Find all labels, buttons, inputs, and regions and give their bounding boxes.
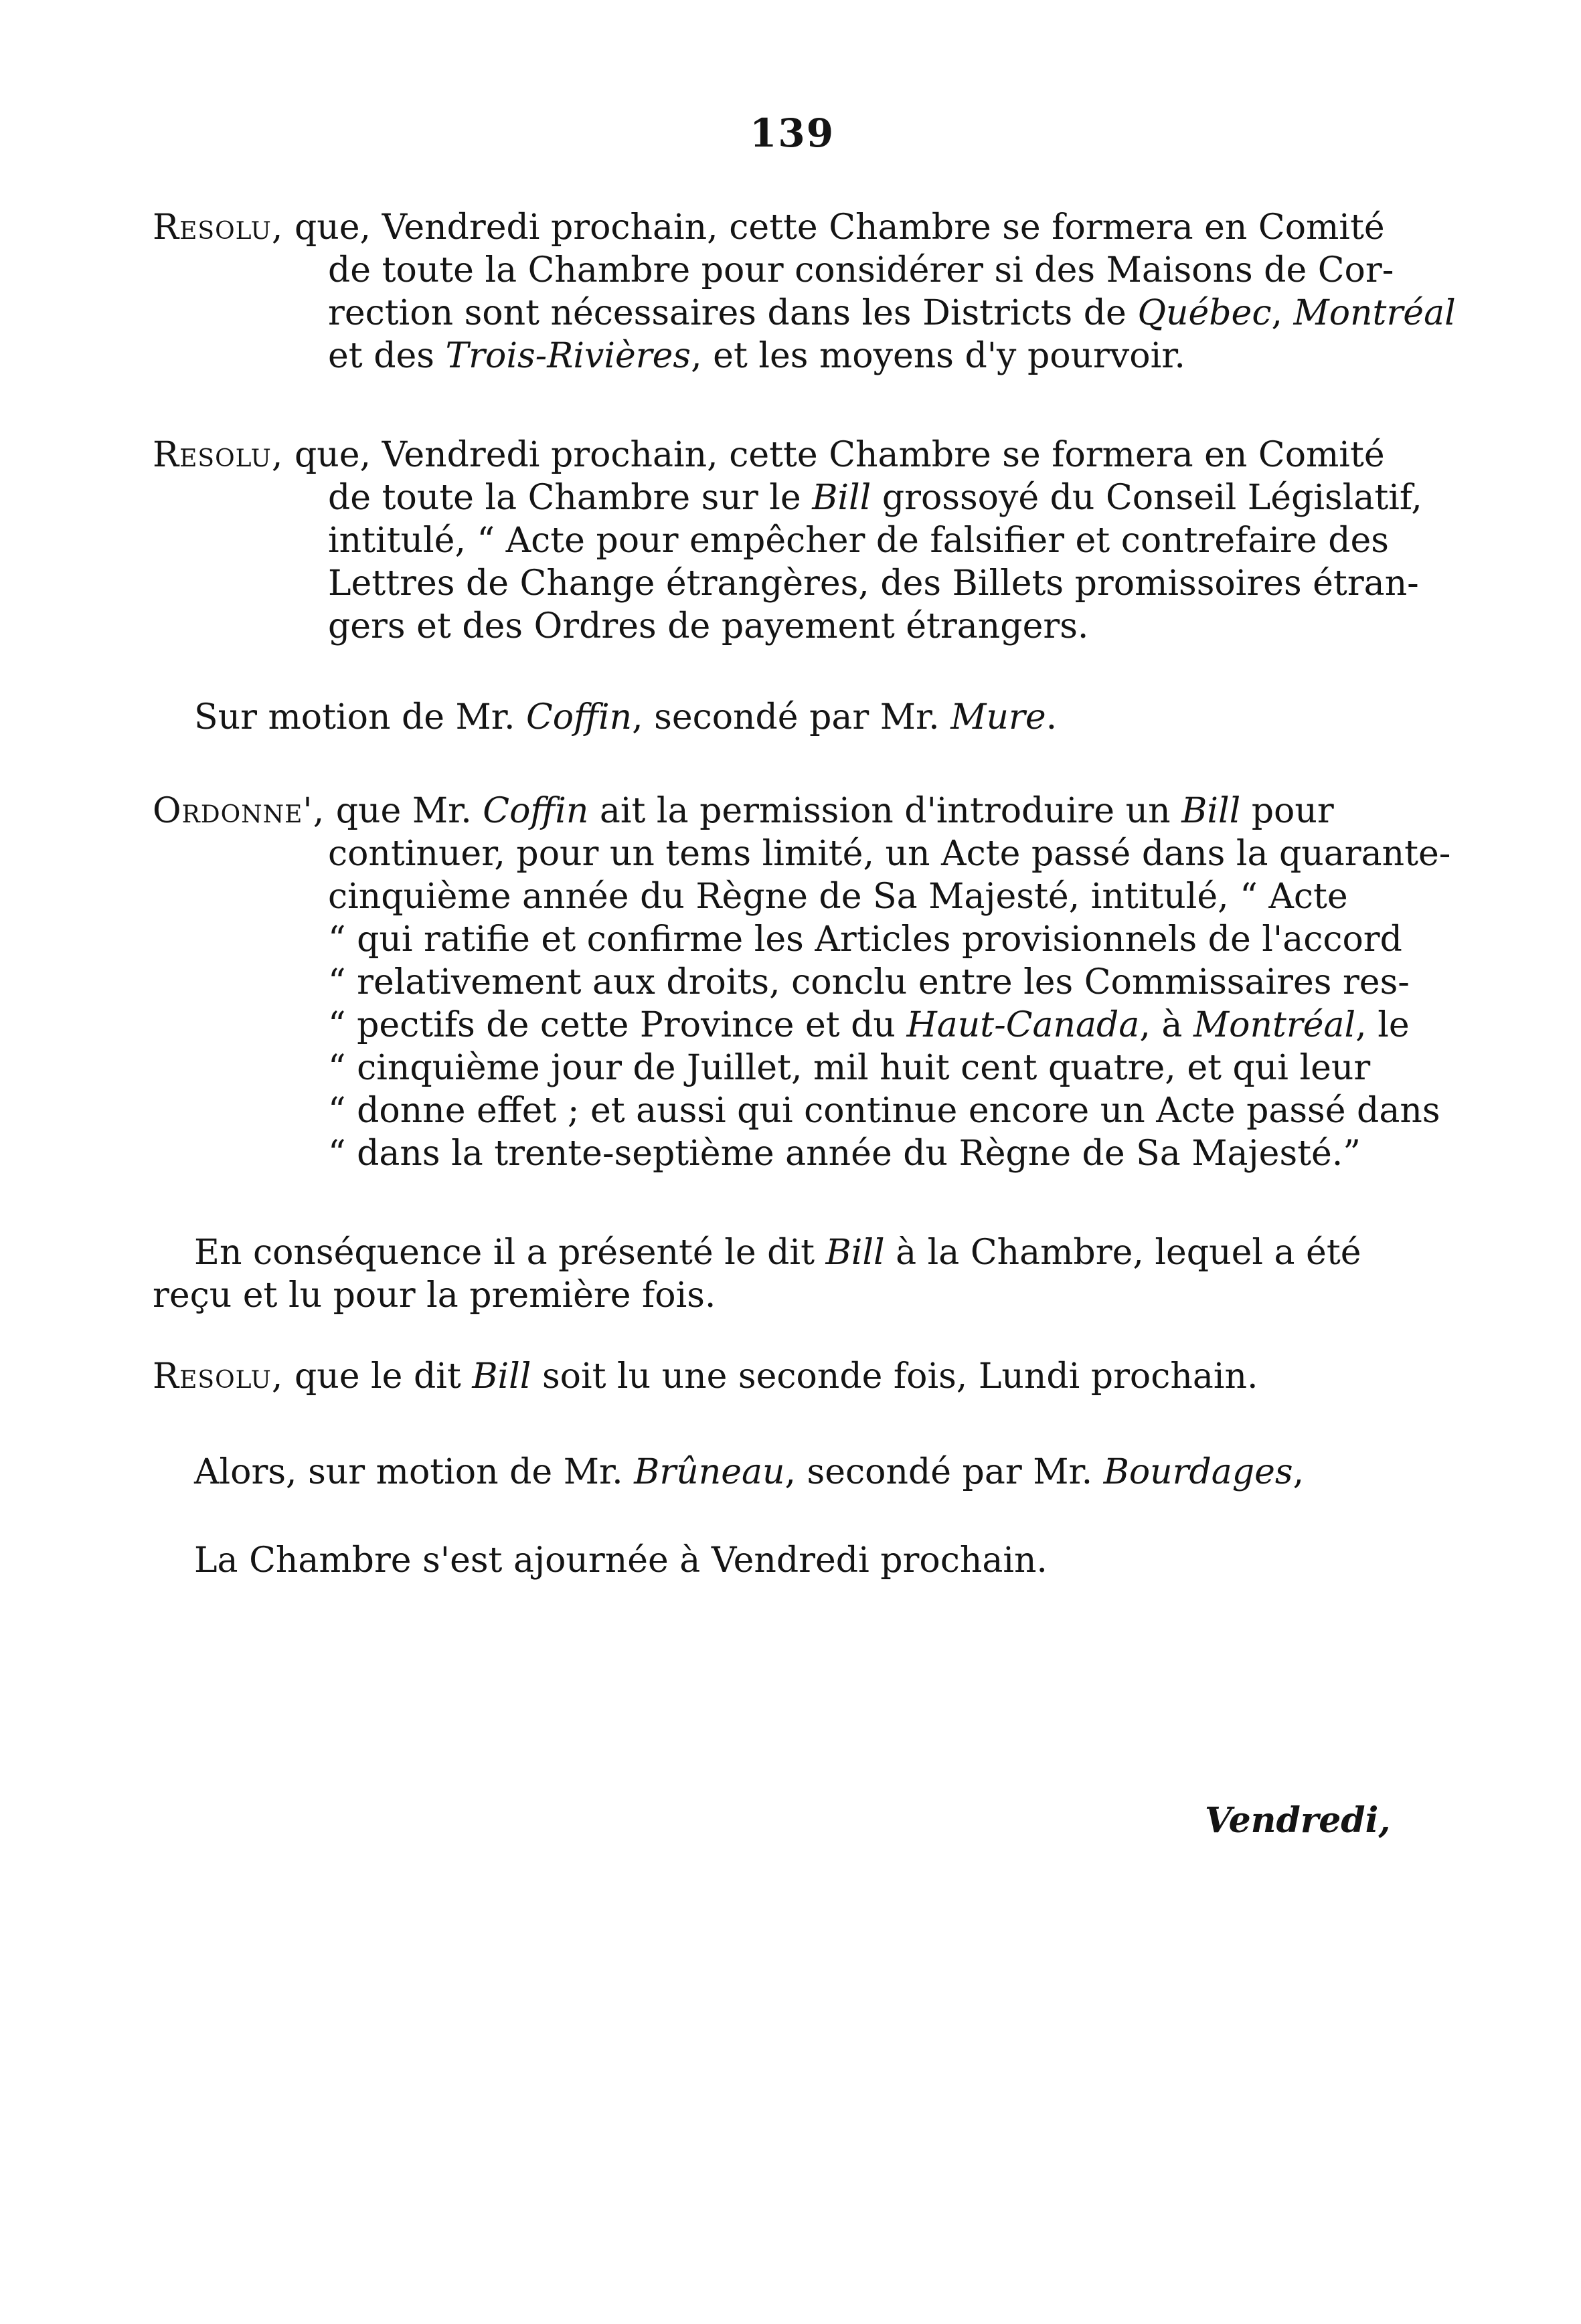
consequence-paragraph: En conséquence il a présenté le dit Bill à la Chambre, lequel a été reçu et lu pour la première fois. <box>153 1233 1361 1316</box>
resolution-paragraph-2: Resolu, que, Vendredi prochain, cette Chambre se formera en Comité de toute la Chambre sur le Bill grossoyé du Conseil Législatif, intitulé, “ Acte pour empêcher de falsifier et contrefaire des Lettres de Change étrangères, des Billets promissoires étran- gers et des Ordres de payement étrangers. <box>153 435 1422 646</box>
ordonne-heading: Ordonne', <box>153 791 325 831</box>
resolution-paragraph-1: Resolu, que, Vendredi prochain, cette Chambre se formera en Comité de toute la Chambre pour considérer si des Maisons de Cor- rection sont nécessaires dans les Districts de Québec, Montréal et des Trois-Rivières, et les moyens d'y pourvoir. <box>153 207 1456 376</box>
resolu-heading: Resolu, <box>153 207 284 248</box>
resolu-heading: Resolu, <box>153 1356 284 1397</box>
motion-paragraph: Sur motion de Mr. Coffin, secondé par Mr. Mure. <box>194 697 1058 737</box>
adjournment-statement: La Chambre s'est ajournée à Vendredi prochain. <box>194 1540 1048 1581</box>
adjournment-motion: Alors, sur motion de Mr. Brûneau, secondé par Mr. Bourdages, <box>194 1452 1305 1492</box>
resolu-heading: Resolu, <box>153 435 284 475</box>
catchword: Vendredi, <box>1205 1800 1391 1841</box>
order-paragraph: Ordonne', que Mr. Coffin ait la permission d'introduire un Bill pour continuer, pour un tems limité, un Acte passé dans la quarante- cinquième année du Règne de Sa Majesté, intitulé, “ Acte “ qui ratifie et confirme les Articles provisionnels de l'accord “ relativement aux droits, conclu entre les Commissaires res- “ pectifs de cette Province et du Haut-Canada, à Montréal, le “ cinquième jour de Juillet, mil huit cent quatre, et qui leur “ donne effet ; et aussi qui continue encore un Acte passé dans “ dans la trente-septième année du Règne de Sa Majesté.” <box>153 791 1451 1174</box>
page-number: 139 <box>750 110 835 156</box>
resolution-paragraph-3: Resolu, que le dit Bill soit lu une seconde fois, Lundi prochain. <box>153 1356 1258 1397</box>
